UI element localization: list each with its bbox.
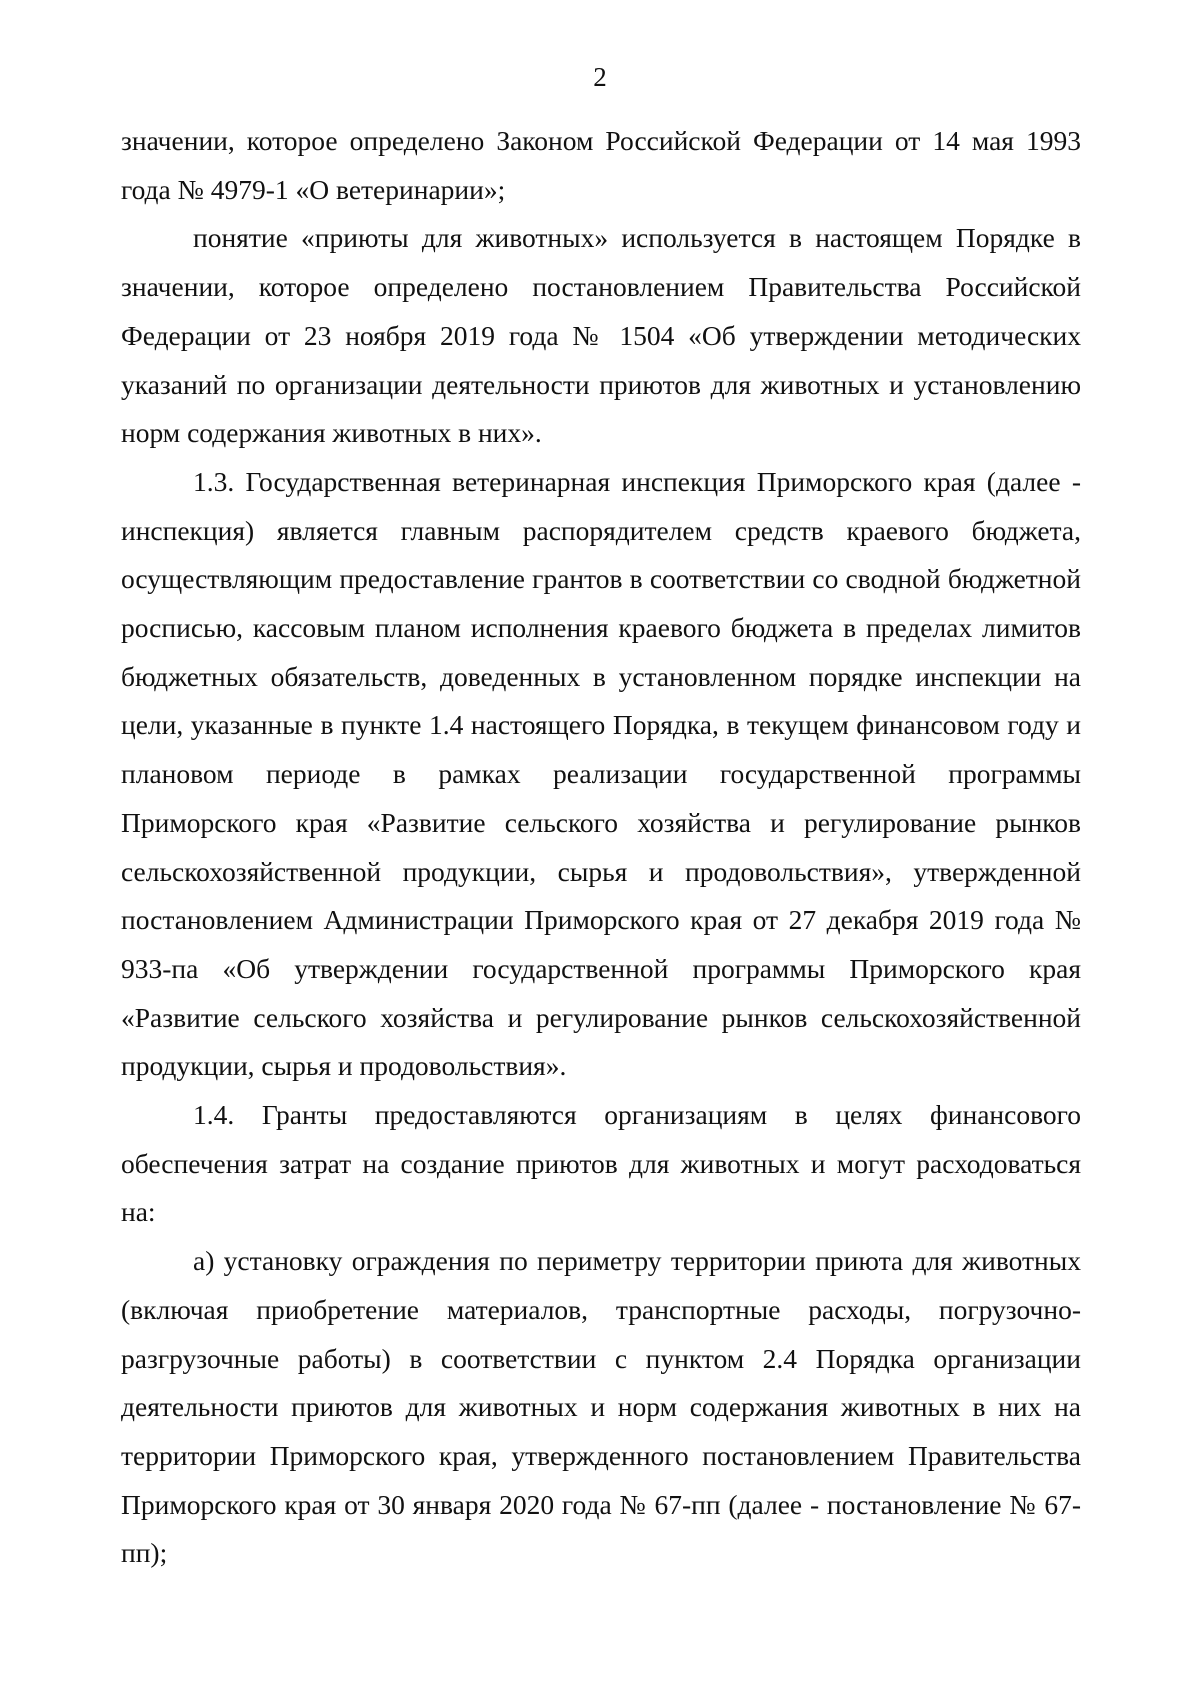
paragraph-veterinary-law-definition: значении, которое определено Законом Российской Федерации от 14 мая 1993 года № 4979-1 «О ветеринарии»; bbox=[121, 125, 1081, 205]
paragraph-animal-shelters-definition: понятие «приюты для животных» используется в настоящем Порядке в значении, которое определено постановлением Правительства Российской Федерации от 23 ноября 2019 года № 1504 «Об утверждении методических указаний по организации деятельности приютов для животных и установлению норм содержания животных в них». bbox=[121, 222, 1081, 449]
paragraph-a-fencing: а) установку ограждения по периметру территории приюта для животных (включая приобретение материалов, транспортные расходы, погрузочно-разгрузочные работы) в соответствии с пунктом 2.4 Порядка организации деятельности приютов для животных и норм содержания животных в них на территории Приморского края, утвержденного постановлением Правительства Приморского края от 30 января 2020 года № 67-пп (далее - постановление № 67-пп); bbox=[121, 1245, 1081, 1569]
document-body bbox=[121, 117, 1081, 1578]
page-number: 2 bbox=[593, 62, 607, 92]
paragraph-1-4-grants: 1.4. Гранты предоставляются организациям в целях финансового обеспечения затрат на создание приютов для животных и могут расходоваться на: bbox=[121, 1099, 1081, 1228]
paragraph-1-3-inspection: 1.3. Государственная ветеринарная инспекция Приморского края (далее - инспекция) является главным распорядителем средств краевого бюджета, осуществляющим предоставление грантов в соответствии со сводной бюджетной росписью, кассовым планом исполнения краевого бюджета в пределах лимитов бюджетных обязательств, доведенных в установленном порядке инспекции на цели, указанные в пункте 1.4 настоящего Порядка, в текущем финансовом году и плановом периоде в рамках реализации государственной программы Приморского края «Развитие сельского хозяйства и регулирование рынков сельскохозяйственной продукции, сырья и продовольствия», утвержденной постановлением Администрации Приморского края от 27 декабря 2019 года № 933-па «Об утверждении государственной программы Приморского края «Развитие сельского хозяйства и регулирование рынков сельскохозяйственной продукции, сырья и продовольствия». bbox=[121, 465, 1081, 1082]
